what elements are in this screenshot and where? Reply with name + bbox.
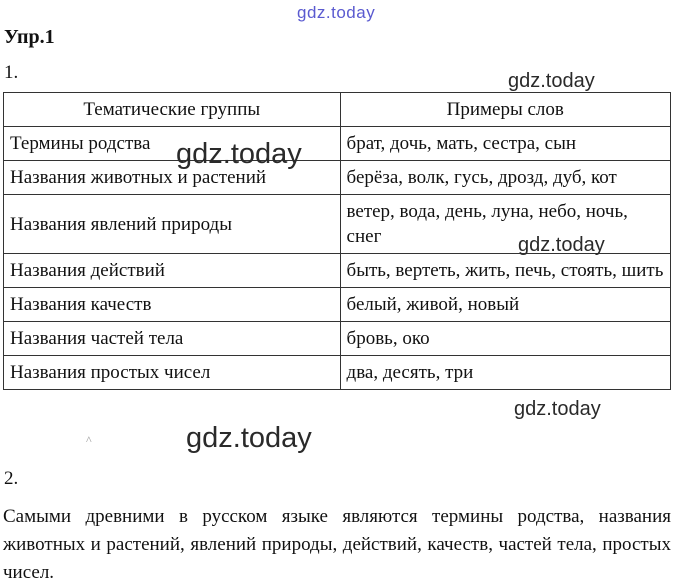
group-cell: Названия действий <box>4 254 341 288</box>
table-row <box>4 288 671 322</box>
watermark: gdz.today <box>518 234 605 256</box>
header-examples: Примеры слов <box>340 93 670 127</box>
watermark: gdz.today <box>508 70 595 92</box>
exercise-title: Упр.1 <box>4 26 55 48</box>
examples-cell: брат, дочь, мать, сестра, сын <box>340 127 670 161</box>
table-row <box>4 161 671 195</box>
examples-cell: ветер, вода, день, луна, небо, ночь, снег <box>340 195 670 254</box>
examples-cell: белый, живой, новый <box>340 288 670 322</box>
examples-cell: берёза, волк, гусь, дрозд, дуб, кот <box>340 161 670 195</box>
group-cell: Названия частей тела <box>4 322 341 356</box>
group-cell: Названия животных и растений <box>4 161 341 195</box>
answer-paragraph: Самыми древними в русском языке являются термины родства, названия животных и растений, явлений природы, действий, качеств, частей тела, простых чисел. <box>3 506 671 583</box>
table-row <box>4 254 671 288</box>
group-cell: Названия явлений природы <box>4 195 341 254</box>
watermark: gdz.today <box>186 422 312 454</box>
table-row <box>4 356 671 390</box>
examples-cell: быть, вертеть, жить, печь, стоять, шить <box>340 254 670 288</box>
watermark: gdz.today <box>176 138 302 170</box>
table-row <box>4 127 671 161</box>
part-1-number: 1. <box>4 62 19 83</box>
stray-mark: ^ <box>86 433 92 447</box>
watermark: gdz.today <box>514 398 601 420</box>
examples-cell: два, десять, три <box>340 356 670 390</box>
group-cell: Названия качеств <box>4 288 341 322</box>
group-cell: Термины родства <box>4 127 341 161</box>
table-header-row <box>4 93 671 127</box>
table-row <box>4 322 671 356</box>
watermark: gdz.today <box>297 3 376 22</box>
header-groups: Тематические группы <box>4 93 341 127</box>
group-cell: Названия простых чисел <box>4 356 341 390</box>
examples-cell: бровь, око <box>340 322 670 356</box>
part-2-number: 2. <box>4 468 19 489</box>
